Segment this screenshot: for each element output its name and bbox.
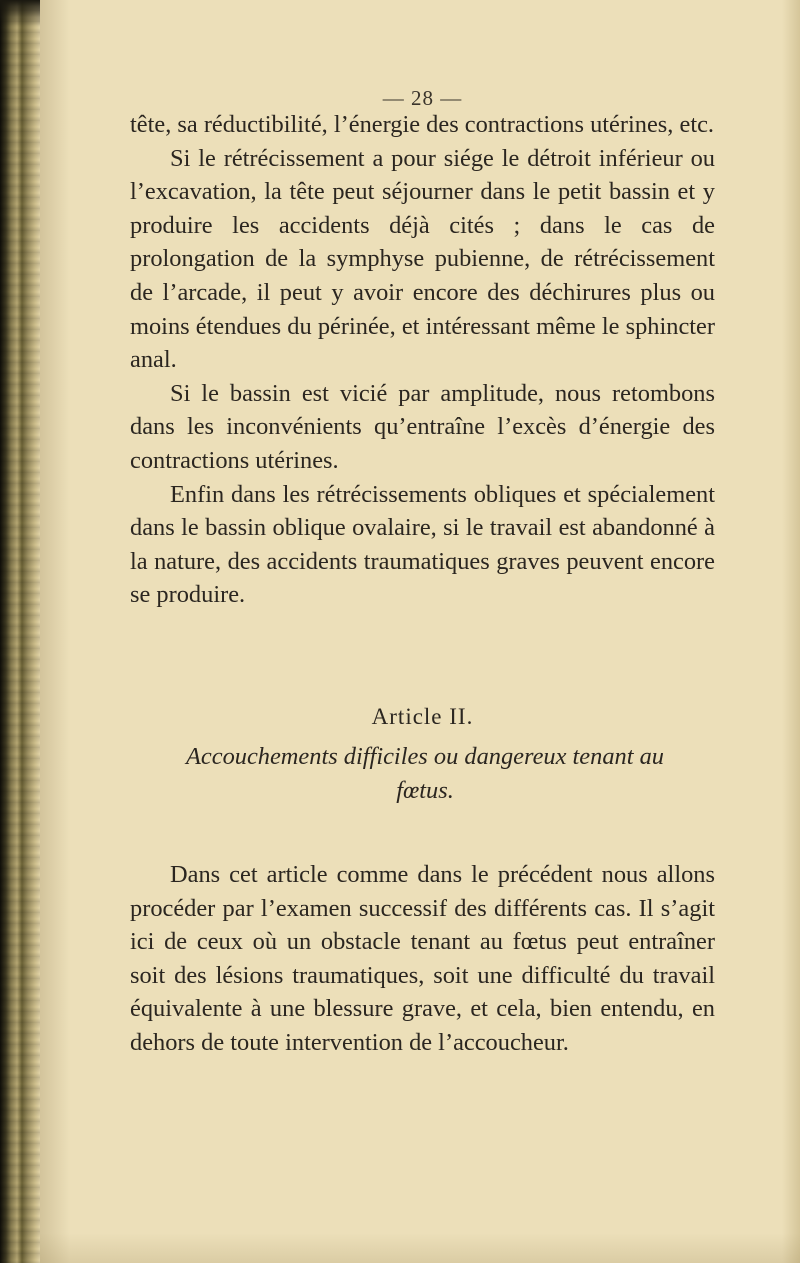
binding-shadow (0, 0, 40, 26)
article-subtitle: Accouchements difficiles ou dangereux tenant au fœtus. (186, 743, 664, 804)
article-heading: Article II. (371, 704, 474, 729)
body-text-bottom (130, 858, 715, 1060)
paragraph: Enfin dans les rétrécissements obliques et spécialement dans le bassin oblique ovalaire, si le travail est abandonné à la nature, des accidents traumatiques graves peuvent encore se produire. (130, 480, 715, 609)
paragraph: Dans cet article comme dans le précédent nous allons procéder par l’examen successif des différents cas. Il s’agit ici de ceux où un obstacle tenant au fœtus peut entraîner soit des lésions traumatiques, soit une difficulté du travail équivalente à une blessure grave, et cela, bien entendu, en dehors de toute intervention de l’accoucheur. (130, 861, 715, 1056)
book-binding (0, 0, 40, 1263)
paragraph: tête, sa réductibilité, l’énergie des contractions utérines, etc. (130, 111, 715, 138)
paragraph: Si le rétrécissement a pour siége le détroit inférieur ou l’excavation, la tête peut séjourner dans le petit bassin et y produire les accidents déjà cités ; dans le cas de prolongation de la symphyse pubienne, de rétrécissement de l’arcade, il peut y avoir encore des déchirures plus ou moins étendues du périnée, et intéressant même le sphincter anal. (130, 144, 715, 374)
gutter-shadow (40, 0, 70, 1263)
body-text-top (130, 108, 715, 612)
page-edge (782, 0, 800, 1263)
bottom-edge (40, 1233, 800, 1263)
page-number: — 28 — (382, 86, 463, 110)
paragraph: Si le bassin est vicié par amplitude, nous retombons dans les inconvénients qu’entraîne l’excès d’énergie des contractions utérines. (130, 379, 715, 474)
